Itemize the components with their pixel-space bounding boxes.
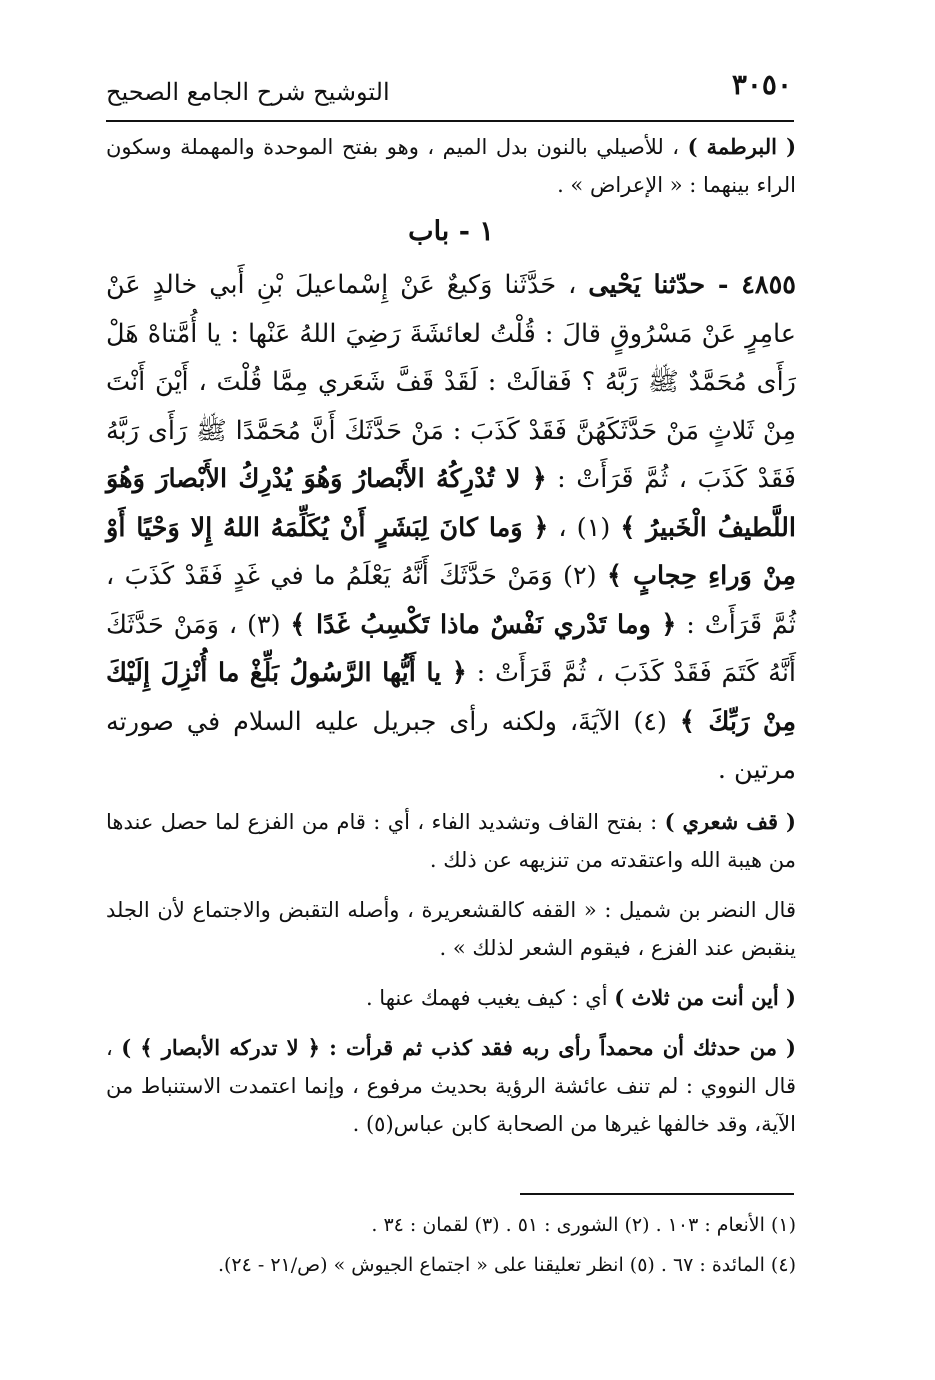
hadith-part-1: ، حَدَّثَنا وَكيعٌ عَنْ إِسْماعيلَ بْنِ أَبي خالدٍ عَنْ عامِرٍ عَنْ مَسْرُوقٍ قالَ : قُلْتُ لعائشَةَ رَضِيَ اللهُ عَنْها : يا أُمَّتاهْ هَلْ رَأَى مُحَمَّدٌ ﷺ رَبَّهُ ؟ فَقالَتْ : لَقَدْ قَفَّ شَعَري مِمَّا قُلْتَ ، أَيْنَ أَنْتَ مِنْ ثَلاثٍ مَنْ حَدَّثَكَهُنَّ فَقَدْ كَذَبَ : مَنْ حَدَّثَكَ أَنَّ مُحَمَّدًا ﷺ رَأَى رَبَّهُ فَقَدْ كَذَبَ ، ثُمَّ قَرَأَتْ : [106, 270, 796, 494]
commentary-term: ( من حدثك أن محمداً رأى ربه فقد كذب ثم قرأت : ﴿ لا تدركه الأبصار ﴾ ) [121, 1034, 796, 1060]
running-title: التوشيح شرح الجامع الصحيح [106, 78, 390, 106]
page-number: ٣٠٥٠ [731, 68, 792, 101]
footnote-line: (٤) المائدة : ٦٧ . (٥) انظر تعليقنا على « اجتماع الجيوش » (ص/٢١ - ٢٤). [217, 1254, 796, 1276]
commentary-paragraph [106, 891, 796, 967]
chapter-title: ١ - باب [408, 216, 494, 247]
commentary-paragraph [106, 979, 796, 1017]
commentary-text: : بفتح القاف وتشديد الفاء ، أي : قام من الفزع لما حصل عندها من هيبة الله واعتقدته من تنزيهه عن ذلك . [106, 809, 796, 872]
verse-4: ﴿ يا أَيُّها الرَّسُولُ بَلِّغْ ما أُنْزِلَ إِلَيْكَ مِنْ رَبِّكَ ﴾ [106, 658, 796, 737]
hadith-part-3: (٢) وَمَنْ حَدَّثَكَ أَنَّهُ يَعْلَمُ ما في غَدٍ فَقَدْ كَذَبَ ، ثُمَّ قَرَأَتْ : [106, 561, 796, 640]
footnote-divider [520, 1193, 794, 1195]
hadith-part-5: (٤) الآيَةَ، ولكنه رأى جبريل عليه السلام في صورته مرتين . [106, 706, 796, 785]
hadith-lead: ٤٨٥٥ - حدّثنا يَحْيى [588, 270, 796, 300]
footnotes [106, 1205, 796, 1285]
hadith-part-2: (١) ، [548, 512, 621, 543]
verse-1: ﴿ لا تُدْرِكُهُ الأَبْصارُ وَهُوَ يُدْرِكُ الأَبْصارَ وَهُوَ اللَّطيفُ الْخَبيرُ ﴾ [106, 464, 797, 543]
commentary-term: ( أين أنت من ثلاث ) [614, 984, 796, 1010]
commentary-text: أي : كيف يغيب فهمك عنها . [365, 985, 615, 1010]
commentary-paragraph [106, 803, 796, 879]
page-body [106, 128, 796, 1155]
commentary-text: قال النضر بن شميل : « القفه كالقشعريرة ، وأصله التقبض والاجتماع لأن الجلد ينقبض عند الفزع ، فيقوم الشعر لذلك » . [106, 897, 796, 960]
intro-term: ( البرطمة ) [687, 134, 797, 159]
hadith-part-4: (٣) ، وَمَنْ حَدَّثَكَ أَنَّهُ كَتَمَ فَقَدْ كَذَبَ ، ثُمَّ قَرَأَتْ : [106, 609, 797, 688]
verse-3: ﴿ وما تَدْري نَفْسٌ ماذا تَكْسِبُ غَدًا ﴾ [290, 609, 677, 640]
footnote-line: (١) الأنعام : ١٠٣ . (٢) الشورى : ٥١ . (٣) لقمان : ٣٤ . [371, 1214, 796, 1236]
intro-text: ، للأصيلي بالنون بدل الميم ، وهو بفتح الموحدة والمهملة وسكون الراء بينهما : « الإعراض » . [106, 135, 796, 197]
commentary-term: ( قف شعري ) [664, 808, 796, 834]
page-header [106, 64, 794, 122]
commentary-paragraph [106, 1029, 796, 1143]
intro-paragraph [106, 128, 796, 204]
hadith-text [106, 261, 796, 795]
verse-2: ﴿ وَما كانَ لِبَشَرٍ أَنْ يُكَلِّمَهُ اللهُ إِلا وَحْيًا أَوْ مِنْ وَراءِ حِجابٍ ﴾ [106, 512, 796, 591]
commentary-text: ، قال النووي : لم تنف عائشة الرؤية بحديث مرفوع ، وإنما اعتمدت الاستنباط من الآية، وقد خالفها غيرها من الصحابة كابن عباس(٥) . [106, 1035, 796, 1136]
